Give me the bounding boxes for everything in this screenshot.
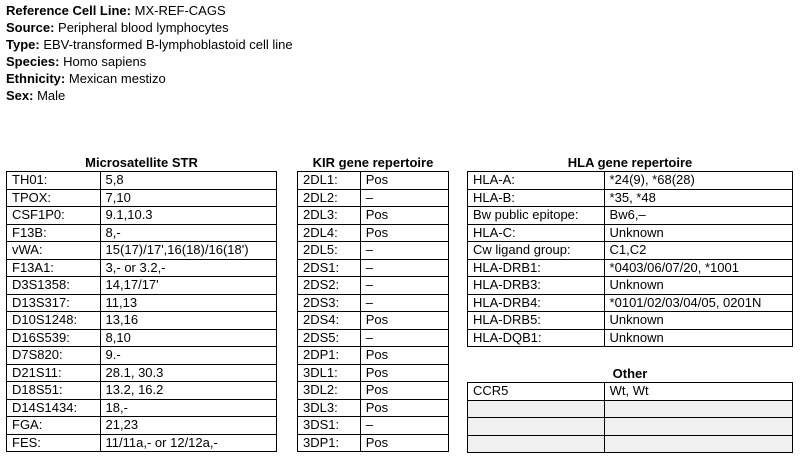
str-row-locus: D10S1248: [7,312,101,330]
kir-table-title: KIR gene repertoire [312,155,434,170]
other-row [468,418,793,436]
hla-row [468,329,793,347]
sex-label: Sex: [6,88,34,103]
str-row-locus: D18S51: [7,382,101,400]
sex-value: Male [37,88,66,103]
str-row-value: 8,10 [100,329,276,347]
kir-row-value: – [360,189,448,207]
kir-row-gene: 2DL3: [298,207,361,225]
str-row-locus: F13A1: [7,259,101,277]
kir-row-value: – [360,294,448,312]
str-row-value: 14,17/17' [100,277,276,295]
hla-row-gene: HLA-DRB4: [468,294,605,312]
kir-row [298,172,449,190]
kir-row-gene: 2DP1: [298,347,361,365]
kir-row-value: Pos [360,312,448,330]
str-row [7,399,277,417]
str-row [7,347,277,365]
source-label: Source: [6,20,55,35]
other-row [468,383,793,401]
kir-row-gene: 2DS1: [298,259,361,277]
str-row-value: 13.2, 16.2 [100,382,276,400]
other-row-gene: CCR5 [468,383,605,401]
kir-row [298,224,449,242]
type-value: EBV-transformed B-lymphoblastoid cell line [43,37,293,52]
hla-row-gene: HLA-B: [468,189,605,207]
str-row-locus: TPOX: [7,189,101,207]
kir-row-value: – [360,277,448,295]
other-table-title: Other [612,366,648,381]
kir-row [298,277,449,295]
str-row-locus: D7S820: [7,347,101,365]
kir-row [298,364,449,382]
str-row-locus: CSF1P0: [7,207,101,225]
str-row-locus: D13S317: [7,294,101,312]
type-line [6,36,293,53]
str-table-title: Microsatellite STR [85,155,198,170]
str-row-value: 9.- [100,347,276,365]
kir-row-gene: 3DL3: [298,399,361,417]
hla-row-gene: Bw public epitope: [468,207,605,225]
str-table [6,171,277,452]
kir-row-gene: 2DL1: [298,172,361,190]
kir-row [298,207,449,225]
str-row [7,172,277,190]
other-row-gene [468,400,605,418]
kir-row-gene: 3DS1: [298,417,361,435]
str-row-locus: TH01: [7,172,101,190]
hla-row-gene: HLA-A: [468,172,605,190]
kir-row-value: Pos [360,224,448,242]
other-row [468,400,793,418]
kir-row-value: – [360,329,448,347]
cell-line-header [6,2,293,104]
hla-row-gene: HLA-DRB5: [468,312,605,330]
source-value: Peripheral blood lymphocytes [58,20,229,35]
str-row-locus: vWA: [7,242,101,260]
hla-table [467,171,793,347]
str-row-value: 5,8 [100,172,276,190]
str-row [7,277,277,295]
kir-row-gene: 2DS4: [298,312,361,330]
hla-row [468,277,793,295]
hla-row-value: Unknown [604,312,792,330]
ethnicity-line [6,70,293,87]
hla-row-gene: HLA-DQB1: [468,329,605,347]
hla-row-value: C1,C2 [604,242,792,260]
str-row [7,294,277,312]
str-row-value: 18,- [100,399,276,417]
str-row [7,382,277,400]
other-row [468,435,793,453]
hla-table-title: HLA gene repertoire [567,155,693,170]
hla-row [468,259,793,277]
kir-row-gene: 3DL2: [298,382,361,400]
reference-value: MX-REF-CAGS [134,3,226,18]
kir-row [298,189,449,207]
str-row [7,329,277,347]
kir-row-gene: 3DL1: [298,364,361,382]
str-row [7,189,277,207]
hla-row [468,207,793,225]
hla-row-value: *24(9), *68(28) [604,172,792,190]
hla-row-value: *0101/02/03/04/05, 0201N [604,294,792,312]
reference-label: Reference Cell Line: [6,3,131,18]
hla-row [468,242,793,260]
species-line [6,53,293,70]
str-row-value: 9.1,10.3 [100,207,276,225]
kir-row-value: – [360,259,448,277]
kir-row-value: – [360,242,448,260]
hla-row [468,224,793,242]
str-row-value: 7,10 [100,189,276,207]
other-row-value [604,418,792,436]
hla-row [468,189,793,207]
kir-table [297,171,449,452]
hla-row-value: Bw6,– [604,207,792,225]
kir-row-gene: 3DP1: [298,434,361,452]
kir-row [298,399,449,417]
kir-row-value: – [360,417,448,435]
str-row-value: 3,- or 3.2,- [100,259,276,277]
other-row-gene [468,418,605,436]
ethnicity-value: Mexican mestizo [68,71,166,86]
kir-row [298,417,449,435]
ethnicity-label: Ethnicity: [6,71,66,86]
other-row-value [604,435,792,453]
hla-row-gene: HLA-C: [468,224,605,242]
kir-row [298,259,449,277]
kir-row [298,347,449,365]
kir-row [298,329,449,347]
kir-row-gene: 2DL5: [298,242,361,260]
str-row-value: 11/11a,- or 12/12a,- [100,434,276,452]
str-row-locus: FGA: [7,417,101,435]
source-line [6,19,293,36]
kir-row-gene: 2DS5: [298,329,361,347]
hla-row-value: Unknown [604,277,792,295]
str-row-locus: D14S1434: [7,399,101,417]
type-label: Type: [6,37,40,52]
kir-row [298,242,449,260]
str-row-locus: D16S539: [7,329,101,347]
species-value: Homo sapiens [63,54,147,69]
other-row-value [604,400,792,418]
hla-row-gene: Cw ligand group: [468,242,605,260]
kir-row-value: Pos [360,399,448,417]
other-row-gene [468,435,605,453]
str-row-value: 28.1, 30.3 [100,364,276,382]
kir-row-gene: 2DS3: [298,294,361,312]
kir-row-value: Pos [360,364,448,382]
str-row-locus: D21S11: [7,364,101,382]
str-row [7,207,277,225]
hla-row [468,312,793,330]
hla-row-value: Unknown [604,224,792,242]
hla-row [468,294,793,312]
kir-row-gene: 2DL4: [298,224,361,242]
sex-line [6,87,293,104]
species-label: Species: [6,54,60,69]
kir-row-value: Pos [360,347,448,365]
kir-row-value: Pos [360,172,448,190]
str-row [7,417,277,435]
str-row-value: 15(17)/17',16(18)/16(18') [100,242,276,260]
hla-row-value: Unknown [604,329,792,347]
str-row-value: 8,- [100,224,276,242]
str-row [7,259,277,277]
str-row-locus: D3S1358: [7,277,101,295]
other-table [467,382,793,453]
kir-row [298,294,449,312]
hla-row [468,172,793,190]
str-row-value: 11,13 [100,294,276,312]
str-row [7,434,277,452]
reference-line [6,2,293,19]
kir-row-value: Pos [360,207,448,225]
kir-row [298,312,449,330]
kir-row-gene: 2DS2: [298,277,361,295]
str-row [7,364,277,382]
str-row-locus: FES: [7,434,101,452]
str-row [7,242,277,260]
hla-row-value: *35, *48 [604,189,792,207]
hla-row-value: *0403/06/07/20, *1001 [604,259,792,277]
str-row-value: 21,23 [100,417,276,435]
kir-row [298,434,449,452]
str-row [7,312,277,330]
hla-row-gene: HLA-DRB3: [468,277,605,295]
kir-row-gene: 2DL2: [298,189,361,207]
other-row-value: Wt, Wt [604,383,792,401]
str-row-locus: F13B: [7,224,101,242]
kir-row [298,382,449,400]
str-row-value: 13,16 [100,312,276,330]
str-row [7,224,277,242]
kir-row-value: Pos [360,382,448,400]
kir-row-value: Pos [360,434,448,452]
hla-row-gene: HLA-DRB1: [468,259,605,277]
